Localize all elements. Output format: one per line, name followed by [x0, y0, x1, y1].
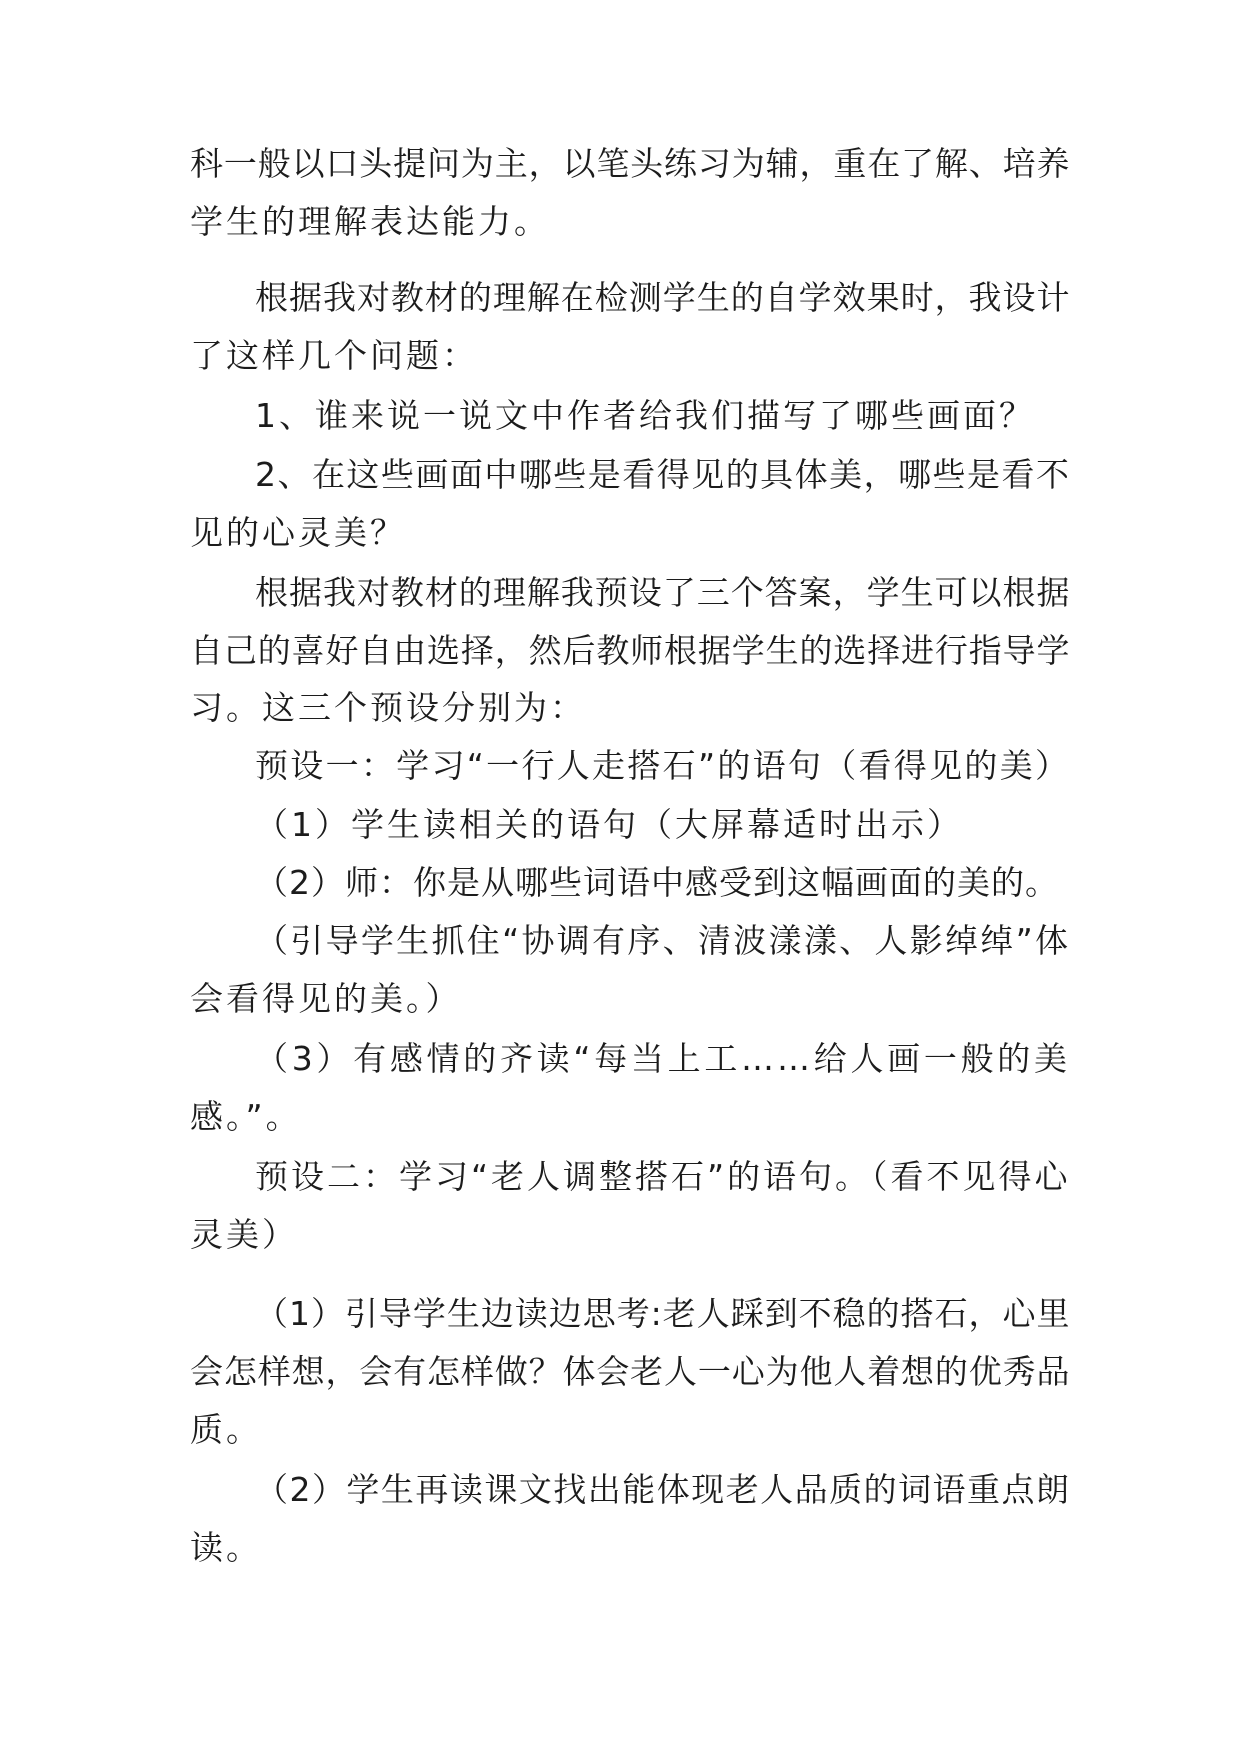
- paragraph-line: 根据我对教材的理解在检测学生的自学效果时，我设计: [255, 278, 1070, 317]
- paragraph-line: 读。: [190, 1528, 262, 1567]
- list-item: （1）引导学生边读边思考:老人踩到不稳的搭石，心里: [255, 1294, 1070, 1333]
- paragraph-line: 预设一：学习“一行人走搭石”的语句（看得见的美）: [255, 746, 1070, 785]
- paragraph-line: 科一般以口头提问为主，以笔头练习为辅，重在了解、培养: [190, 144, 1070, 183]
- paragraph-line: （引导学生抓住“协调有序、清波漾漾、人影绰绰”体: [255, 921, 1070, 960]
- list-item: （2）学生再读课文找出能体现老人品质的词语重点朗: [255, 1470, 1070, 1509]
- paragraph-line: 习。这三个预设分别为：: [190, 688, 586, 727]
- paragraph-line: 学生的理解表达能力。: [190, 202, 550, 241]
- paragraph-line: 自己的喜好自由选择，然后教师根据学生的选择进行指导学: [190, 631, 1070, 670]
- list-item: （2）师：你是从哪些词语中感受到这幅画面的美的。: [255, 863, 1059, 902]
- paragraph-line: 灵美）: [190, 1215, 298, 1254]
- list-item: 2、在这些画面中哪些是看得见的具体美，哪些是看不: [255, 455, 1070, 494]
- list-item: （1）学生读相关的语句（大屏幕适时出示）: [255, 805, 963, 844]
- paragraph-line: 会怎样想，会有怎样做？体会老人一心为他人着想的优秀品: [190, 1352, 1070, 1391]
- paragraph-line: 感。”。: [190, 1097, 302, 1136]
- paragraph-line: 预设二：学习“老人调整搭石”的语句。（看不见得心: [255, 1157, 1070, 1196]
- paragraph-line: 了这样几个问题：: [190, 336, 478, 375]
- list-item: （3）有感情的齐读“每当上工……给人画一般的美: [255, 1039, 1070, 1078]
- list-item: 1、谁来说一说文中作者给我们描写了哪些画面？: [255, 396, 1035, 435]
- paragraph-line: 会看得见的美。）: [190, 979, 462, 1018]
- paragraph-line: 见的心灵美？: [190, 513, 406, 552]
- paragraph-line: 根据我对教材的理解我预设了三个答案，学生可以根据: [255, 573, 1070, 612]
- paragraph-line: 质。: [190, 1410, 262, 1449]
